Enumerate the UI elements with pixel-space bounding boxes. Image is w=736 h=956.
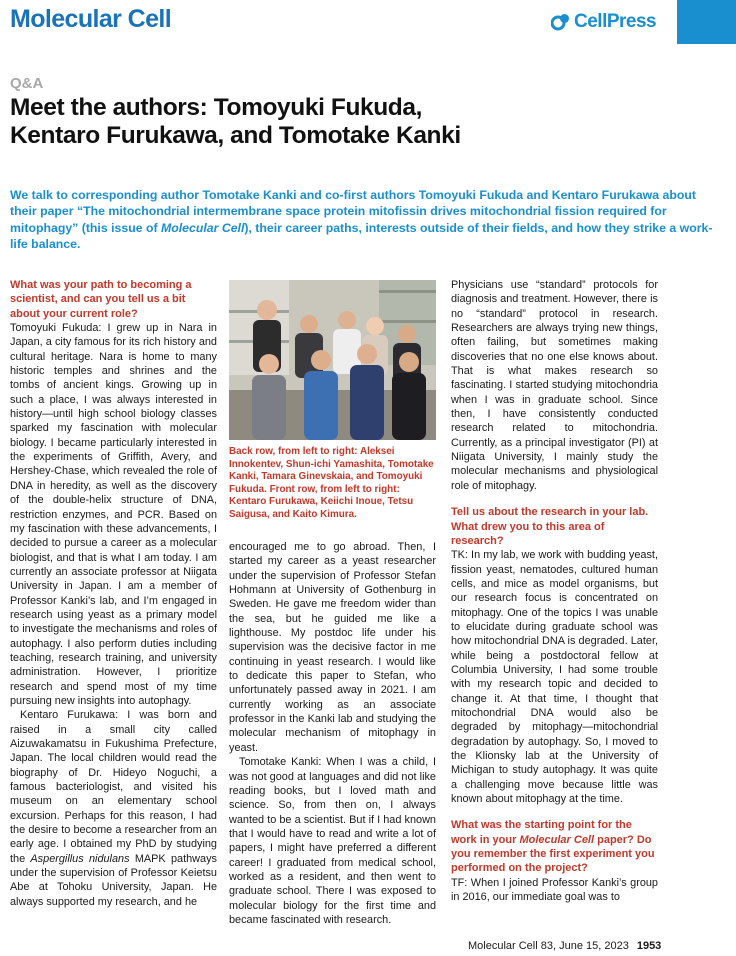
paragraph-starting-point: TF: When I joined Professor Kanki’s group in 2016, our immediate goal was to: [451, 876, 658, 904]
standfirst-journal: Molecular Cell: [161, 220, 245, 235]
question-3-text-2: paper? Do you remember the first experiment you performed on the project?: [451, 833, 655, 875]
section-label: Q&A: [10, 75, 44, 92]
journal-name: Molecular Cell: [10, 5, 172, 33]
question-2: Tell us about the research in your lab. What drew you to this area of research?: [451, 506, 649, 547]
question-3-text-1: What was the starting point for the work in your: [451, 819, 632, 846]
standfirst-text-1: We talk to corresponding author Tomotake Kanki and co-first authors Tomoyuki Fukuda and Kentaro Furukawa about their paper “The mitochondrial intermembrane space protein mitofissin drives mitochondrial fission required for mitophagy” (this issue of: [10, 188, 696, 235]
group-photo-illustration: [229, 280, 436, 440]
furukawa-text-2: MAPK pathways under the supervision of Professor Keietsu Abe at Tohoku University, Japan. He always supported my research, and he: [10, 852, 217, 908]
paragraph-kanki: Tomotake Kanki: When I was a child, I was not good at languages and did not like reading books, but I loved math and science. So, from then on, I always wanted to be a scientist. But if I had known that I would have to read and write a lot of papers, I might have preferred a different career! I graduated from medical school, worked as a resident, and then went to graduate school. There I was exposed to molecular biology for the first time and became fascinated with research.: [229, 756, 436, 926]
species-name: Aspergillus nidulans: [30, 852, 130, 865]
title-line-1: Meet the authors: Tomoyuki Fukuda,: [10, 94, 423, 121]
publisher-logo: [551, 9, 656, 35]
group-photo: [229, 280, 436, 440]
question-3-journal: Molecular Cell: [519, 833, 595, 846]
column-1: [10, 278, 217, 909]
paragraph-kanki-continued: Physicians use “standard” protocols for diagnosis and treatment. However, there is no “standard” protocol in research. Researchers are always trying new things, often failing, but sometimes making discoveries that no one else knows about. That is what makes research so fascinating. I started studying mitochondria when I was in graduate school. Since then, I have consistently conducted research related to mitochondria. Currently, as a principal investigator (PI) at Niigata University, I mainly study the molecular mechanisms and physiological role of mitophagy.: [451, 279, 658, 492]
question-3: [451, 818, 658, 875]
footer-citation: Molecular Cell 83, June 15, 2023: [468, 940, 629, 952]
cellpress-logo-icon: [551, 12, 571, 32]
photo-caption: Back row, from left to right: Aleksei Innokentev, Shun-ichi Yamashita, Tomotake Kanki, Tamara Ginevskaia, and Tomoyuki Fukuda. Front row, from left to right: Kentaro Furukawa, Keiichi Inoue, Tetsu Saigusa, and Kaito Kimura.: [229, 446, 434, 520]
paragraph-furukawa-continued: encouraged me to go abroad. Then, I started my career as a yeast researcher under the supervision of Professor Stefan Hohmann at University of Gothenburg in Sweden. He gave me freedom wider than the sea, but he guided me like a lighthouse. My postdoc life under his supervision was the decisive factor in me continuing in yeast research. I would like to dedicate this paper to Stefan, who unfortunately passed away in 2021. I am currently working as an associate professor in the Kanki lab and studying the molecular mechanism of mitophagy in yeast.: [229, 541, 436, 754]
article-title: [10, 94, 570, 150]
paragraph-furukawa: [10, 708, 217, 909]
standfirst-text-2: ), their career paths, interests outside of their fields, and how they strike a work-life balance.: [10, 220, 713, 251]
column-2: [229, 540, 436, 927]
furukawa-text-1: Kentaro Furukawa: I was born and raised in a small city called Aizuwakamatsu in Fukushima Prefecture, Japan. The local children would read the biography of Dr. Hideyo Noguchi, a famous bacteriologist, and visited his museum on an elementary school excursion. Perhaps for this reason, I had the desire to become a researcher from an early age. I obtained my PhD by studying the: [10, 709, 217, 865]
page-footer: [468, 940, 661, 952]
publisher-name: CellPress: [574, 11, 657, 32]
paragraph-fukuda: Tomoyuki Fukuda: I grew up in Nara in Japan, a city famous for its rich history and cultural heritage. Nara is home to many historic temples and shrines and the tombs of ancient kings. Growing up in such a place, I was always interested in history—until high school biology classes sparked my fascination with molecular biology. I became particularly interested in the experiments of Griffith, Avery, and Hershey-Chase, which revealed the role of DNA in heredity, as well as the discovery of the double-helix structure of DNA, restriction enzymes, and PCR. Based on my fascination with these advancements, I decided to pursue a career as a molecular biologist, and that is what I am today. I am currently an associate professor at Niigata University in Japan. I am a member of Professor Kanki’s lab, and I’m engaged in research using yeast as a primary model to investigate the mechanisms and roles of autophagy. I also perform duties including teaching, research training, and university administration. However, I prioritize research and spend most of my time pursuing new insights into autophagy.: [10, 322, 217, 707]
column-3: [451, 278, 658, 904]
paragraph-lab-research: TK: In my lab, we work with budding yeast, fission yeast, nematodes, cultured human cells, and mice as model organisms, but our research focus is concentrated on mitophagy. One of the topics I was unable to elucidate during graduate school was how mitochondrial DNA is degraded. Later, while being a postdoctoral fellow at Columbia University, I had some trouble with my research topic and decided to change it. At that time, I thought that mitochondrial DNA would also be degraded by mitophagy—mitochondrial degradation by autophagy. So, I moved to the Klionsky lab at the University of Michigan to study autophagy. It was quite a challenging move because little was known about mitophagy at the time.: [451, 549, 658, 806]
title-line-2: Kentaro Furukawa, and Tomotake Kanki: [10, 122, 461, 149]
page-number: 1953: [636, 940, 662, 952]
standfirst: [10, 187, 722, 252]
question-1: What was your path to becoming a scientist, and can you tell us a bit about your current role?: [10, 279, 192, 320]
corner-tab: [677, 0, 736, 44]
